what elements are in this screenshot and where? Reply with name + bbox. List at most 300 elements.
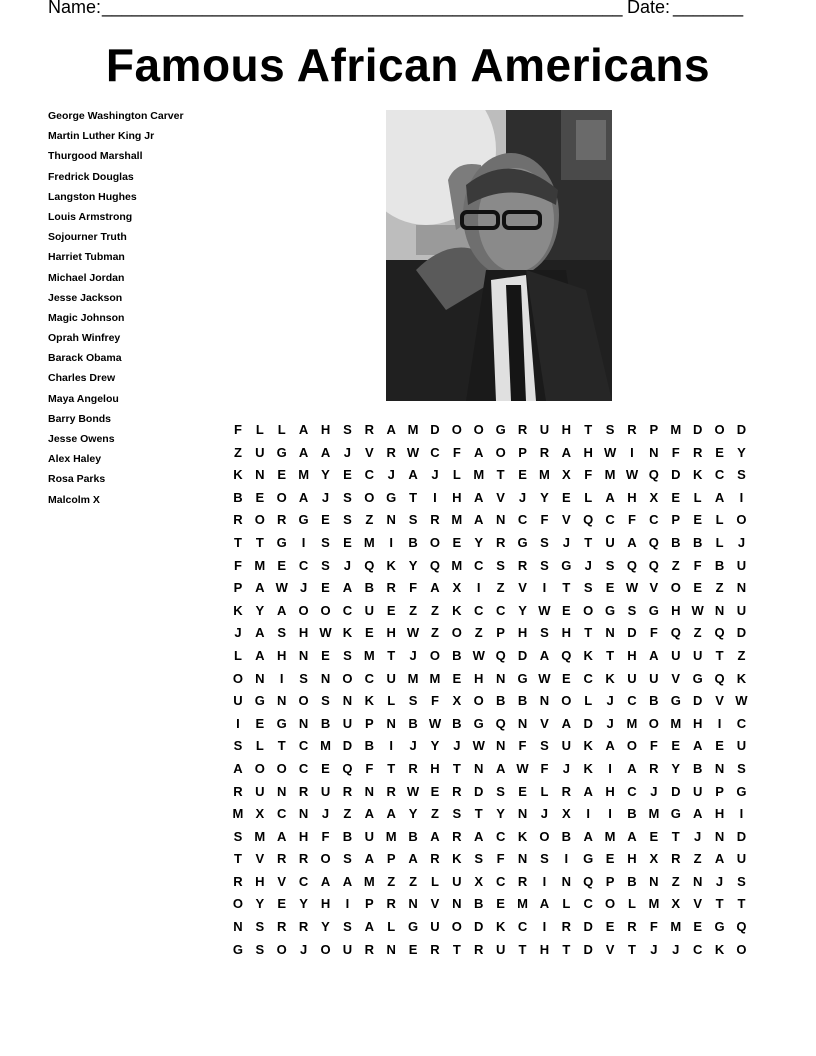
grid-letter[interactable]: K <box>583 738 593 754</box>
grid-letter[interactable]: R <box>233 873 243 889</box>
grid-letter[interactable]: U <box>736 738 747 754</box>
grid-letter[interactable]: J <box>518 489 527 505</box>
grid-letter[interactable]: E <box>671 738 681 754</box>
grid-letter[interactable]: J <box>343 444 352 460</box>
grid-letter[interactable]: D <box>671 467 681 483</box>
grid-letter[interactable]: B <box>714 557 725 573</box>
grid-letter[interactable]: G <box>276 715 287 731</box>
grid-letter[interactable]: M <box>429 670 441 686</box>
grid-letter[interactable]: R <box>561 919 571 935</box>
grid-letter[interactable]: Y <box>430 738 440 754</box>
grid-letter[interactable]: F <box>365 760 374 776</box>
grid-letter[interactable]: T <box>584 422 593 437</box>
grid-letter[interactable]: N <box>386 512 396 528</box>
grid-letter[interactable]: F <box>430 693 439 709</box>
grid-letter[interactable]: P <box>671 512 681 528</box>
grid-letter[interactable]: B <box>233 489 243 505</box>
grid-letter[interactable]: U <box>649 670 659 686</box>
grid-letter[interactable]: N <box>517 806 528 822</box>
grid-letter[interactable]: R <box>342 783 353 799</box>
grid-letter[interactable]: U <box>452 873 462 889</box>
grid-letter[interactable]: S <box>321 534 330 550</box>
grid-letter[interactable]: C <box>495 828 506 844</box>
grid-letter[interactable]: S <box>277 625 287 641</box>
grid-letter[interactable]: I <box>564 851 569 867</box>
grid-letter[interactable]: O <box>364 489 375 505</box>
grid-letter[interactable]: U <box>736 557 747 573</box>
grid-letter[interactable]: L <box>584 693 593 709</box>
grid-letter[interactable]: R <box>298 919 309 935</box>
grid-letter[interactable]: R <box>517 873 528 889</box>
grid-letter[interactable]: S <box>540 851 549 867</box>
grid-letter[interactable]: C <box>342 602 353 618</box>
grid-letter[interactable]: Y <box>737 444 746 460</box>
grid-letter[interactable]: O <box>298 693 309 709</box>
grid-letter[interactable]: M <box>254 828 266 844</box>
grid-letter[interactable]: E <box>518 783 527 799</box>
grid-letter[interactable]: B <box>364 738 374 754</box>
grid-letter[interactable]: B <box>342 828 353 844</box>
grid-letter[interactable]: H <box>320 422 331 437</box>
grid-letter[interactable]: R <box>364 941 374 957</box>
grid-letter[interactable]: C <box>298 738 309 754</box>
grid-letter[interactable]: E <box>343 534 352 550</box>
grid-letter[interactable]: E <box>693 512 702 528</box>
grid-letter[interactable]: E <box>452 670 462 686</box>
grid-letter[interactable]: X <box>561 467 571 483</box>
grid-letter[interactable]: F <box>496 851 505 867</box>
grid-letter[interactable]: M <box>385 828 397 844</box>
grid-letter[interactable]: E <box>255 489 265 505</box>
grid-letter[interactable]: D <box>736 422 747 437</box>
grid-letter[interactable]: W <box>319 625 332 641</box>
grid-letter[interactable]: H <box>255 873 265 889</box>
grid-letter[interactable]: G <box>254 693 265 709</box>
grid-letter[interactable]: Q <box>626 557 638 573</box>
grid-letter[interactable]: S <box>343 919 352 935</box>
grid-letter[interactable]: G <box>736 783 747 799</box>
grid-letter[interactable]: A <box>386 806 396 822</box>
grid-letter[interactable]: L <box>693 489 702 505</box>
grid-letter[interactable]: C <box>364 467 374 483</box>
grid-letter[interactable]: X <box>255 806 265 822</box>
grid-letter[interactable]: A <box>627 828 637 844</box>
grid-letter[interactable]: M <box>363 647 375 663</box>
grid-letter[interactable]: O <box>714 422 725 437</box>
grid-letter[interactable]: N <box>386 715 396 731</box>
grid-letter[interactable]: E <box>277 896 287 912</box>
grid-letter[interactable]: G <box>495 422 506 437</box>
grid-letter[interactable]: N <box>474 760 484 776</box>
grid-letter[interactable]: L <box>540 783 549 799</box>
grid-letter[interactable]: V <box>715 693 724 709</box>
grid-letter[interactable]: I <box>586 806 590 822</box>
grid-letter[interactable]: R <box>386 580 396 596</box>
grid-letter[interactable]: E <box>518 467 527 483</box>
grid-letter[interactable]: C <box>692 941 703 957</box>
grid-letter[interactable]: O <box>254 760 265 776</box>
grid-letter[interactable]: Q <box>495 647 506 663</box>
grid-letter[interactable]: J <box>650 783 658 799</box>
grid-letter[interactable]: O <box>342 670 353 686</box>
grid-letter[interactable]: H <box>583 444 593 460</box>
grid-letter[interactable]: S <box>408 512 418 528</box>
grid-letter[interactable]: U <box>736 602 747 618</box>
grid-letter[interactable]: K <box>233 467 243 483</box>
grid-letter[interactable]: V <box>430 896 440 912</box>
grid-letter[interactable]: J <box>300 580 308 596</box>
grid-letter[interactable]: N <box>298 715 309 731</box>
grid-letter[interactable]: F <box>321 828 330 844</box>
grid-letter[interactable]: S <box>343 647 352 663</box>
grid-letter[interactable]: D <box>692 693 703 709</box>
grid-letter[interactable]: N <box>452 896 462 912</box>
grid-letter[interactable]: W <box>735 693 748 709</box>
grid-letter[interactable]: L <box>452 467 461 483</box>
grid-letter[interactable]: A <box>627 534 637 550</box>
grid-letter[interactable]: I <box>389 534 393 550</box>
grid-letter[interactable]: U <box>605 534 615 550</box>
grid-letter[interactable]: J <box>650 941 658 957</box>
grid-letter[interactable]: A <box>386 422 396 437</box>
grid-letter[interactable]: E <box>715 738 724 754</box>
grid-letter[interactable]: K <box>452 851 462 867</box>
grid-letter[interactable]: U <box>233 693 243 709</box>
grid-letter[interactable]: D <box>474 919 484 935</box>
grid-letter[interactable]: G <box>276 534 287 550</box>
grid-letter[interactable]: K <box>495 919 506 935</box>
grid-letter[interactable]: J <box>234 625 242 641</box>
grid-letter[interactable]: A <box>408 851 418 867</box>
grid-letter[interactable]: W <box>625 467 639 483</box>
grid-letter[interactable]: G <box>692 670 703 686</box>
grid-letter[interactable]: R <box>539 444 550 460</box>
grid-letter[interactable]: F <box>649 738 658 754</box>
grid-letter[interactable]: U <box>692 783 703 799</box>
grid-letter[interactable]: D <box>627 625 637 641</box>
grid-letter[interactable]: G <box>714 919 725 935</box>
grid-letter[interactable]: R <box>517 422 528 437</box>
grid-letter[interactable]: T <box>562 580 571 596</box>
grid-letter[interactable]: M <box>604 828 616 844</box>
grid-letter[interactable]: T <box>452 941 461 957</box>
grid-letter[interactable]: B <box>474 896 484 912</box>
grid-letter[interactable]: T <box>233 851 242 867</box>
grid-letter[interactable]: M <box>670 422 682 437</box>
grid-letter[interactable]: G <box>670 693 681 709</box>
grid-letter[interactable]: D <box>474 783 484 799</box>
grid-letter[interactable]: D <box>583 919 593 935</box>
grid-letter[interactable]: H <box>517 625 528 641</box>
grid-letter[interactable]: I <box>630 444 634 460</box>
grid-letter[interactable]: E <box>277 557 287 573</box>
grid-letter[interactable]: B <box>692 534 703 550</box>
grid-letter[interactable]: P <box>364 715 374 731</box>
grid-letter[interactable]: F <box>671 444 680 460</box>
grid-letter[interactable]: B <box>364 580 374 596</box>
grid-letter[interactable]: B <box>452 715 462 731</box>
grid-letter[interactable]: Z <box>671 557 680 573</box>
grid-letter[interactable]: G <box>386 489 397 505</box>
grid-letter[interactable]: Z <box>233 444 242 460</box>
grid-letter[interactable]: E <box>715 444 724 460</box>
grid-letter[interactable]: T <box>496 467 505 483</box>
grid-letter[interactable]: O <box>626 738 638 754</box>
grid-letter[interactable]: R <box>649 760 659 776</box>
grid-letter[interactable]: M <box>648 896 660 912</box>
grid-letter[interactable]: L <box>387 693 396 709</box>
grid-letter[interactable]: M <box>232 806 244 822</box>
grid-letter[interactable]: D <box>430 422 440 437</box>
grid-letter[interactable]: M <box>407 422 419 437</box>
grid-letter[interactable]: Z <box>715 580 724 596</box>
grid-letter[interactable]: O <box>736 512 747 528</box>
grid-letter[interactable]: H <box>561 625 571 641</box>
grid-letter[interactable]: W <box>603 444 617 460</box>
grid-letter[interactable]: U <box>430 919 440 935</box>
grid-letter[interactable]: F <box>233 422 242 437</box>
grid-letter[interactable]: Q <box>342 760 353 776</box>
grid-letter[interactable]: X <box>452 693 462 709</box>
grid-letter[interactable]: Z <box>387 873 396 889</box>
grid-letter[interactable]: D <box>692 422 703 437</box>
grid-letter[interactable]: O <box>736 941 747 957</box>
grid-letter[interactable]: E <box>430 783 440 799</box>
grid-letter[interactable]: A <box>255 647 265 663</box>
grid-letter[interactable]: H <box>692 715 703 731</box>
grid-letter[interactable]: S <box>233 828 243 844</box>
grid-letter[interactable]: N <box>539 693 550 709</box>
grid-letter[interactable]: D <box>736 625 747 641</box>
grid-letter[interactable]: H <box>714 806 725 822</box>
grid-letter[interactable]: C <box>605 512 615 528</box>
grid-letter[interactable]: A <box>364 806 374 822</box>
grid-letter[interactable]: C <box>430 444 440 460</box>
grid-letter[interactable]: U <box>320 783 331 799</box>
grid-letter[interactable]: E <box>649 828 659 844</box>
grid-letter[interactable]: E <box>496 896 505 912</box>
grid-letter[interactable]: H <box>452 489 462 505</box>
grid-letter[interactable]: N <box>736 580 747 596</box>
grid-letter[interactable]: Y <box>474 534 484 550</box>
grid-letter[interactable]: J <box>453 738 461 754</box>
grid-letter[interactable]: A <box>627 760 637 776</box>
grid-letter[interactable]: U <box>561 738 571 754</box>
grid-letter[interactable]: U <box>364 828 374 844</box>
grid-letter[interactable]: M <box>254 557 266 573</box>
grid-letter[interactable]: S <box>737 467 746 483</box>
grid-letter[interactable]: I <box>608 760 612 776</box>
grid-letter[interactable]: J <box>300 941 308 957</box>
grid-letter[interactable]: T <box>671 828 680 844</box>
grid-letter[interactable]: A <box>474 444 484 460</box>
grid-letter[interactable]: D <box>342 738 353 754</box>
grid-letter[interactable]: T <box>474 806 483 822</box>
grid-letter[interactable]: Q <box>648 467 659 483</box>
grid-letter[interactable]: N <box>320 670 331 686</box>
grid-letter[interactable]: B <box>627 873 637 889</box>
grid-letter[interactable]: N <box>277 693 287 709</box>
grid-letter[interactable]: W <box>275 580 288 596</box>
grid-letter[interactable]: Z <box>409 602 418 618</box>
grid-letter[interactable]: A <box>605 489 615 505</box>
grid-letter[interactable]: Q <box>583 512 594 528</box>
grid-letter[interactable]: M <box>473 467 485 483</box>
grid-letter[interactable]: O <box>451 919 462 935</box>
grid-letter[interactable]: G <box>670 806 681 822</box>
grid-letter[interactable]: U <box>342 715 353 731</box>
grid-letter[interactable]: N <box>561 873 571 889</box>
grid-letter[interactable]: C <box>649 512 659 528</box>
grid-letter[interactable]: N <box>233 919 243 935</box>
grid-letter[interactable]: B <box>320 715 331 731</box>
grid-letter[interactable]: T <box>606 647 615 663</box>
grid-letter[interactable]: R <box>277 919 287 935</box>
grid-letter[interactable]: I <box>542 873 547 889</box>
grid-letter[interactable]: S <box>321 557 330 573</box>
grid-letter[interactable]: J <box>584 557 592 573</box>
grid-letter[interactable]: I <box>739 489 744 505</box>
grid-letter[interactable]: S <box>343 851 352 867</box>
grid-letter[interactable]: Q <box>364 557 375 573</box>
grid-letter[interactable]: B <box>627 806 637 822</box>
grid-letter[interactable]: B <box>649 693 659 709</box>
grid-letter[interactable]: U <box>627 670 637 686</box>
grid-letter[interactable]: A <box>583 828 593 844</box>
grid-letter[interactable]: P <box>386 851 396 867</box>
grid-letter[interactable]: O <box>473 693 484 709</box>
grid-letter[interactable]: E <box>364 625 374 641</box>
grid-letter[interactable]: R <box>452 828 462 844</box>
grid-letter[interactable]: Y <box>321 467 330 483</box>
grid-letter[interactable]: E <box>605 919 615 935</box>
grid-letter[interactable]: U <box>539 422 550 437</box>
grid-letter[interactable]: H <box>277 647 287 663</box>
grid-letter[interactable]: Q <box>714 625 725 641</box>
grid-letter[interactable]: A <box>495 760 506 776</box>
grid-letter[interactable]: A <box>539 896 550 912</box>
grid-letter[interactable]: Y <box>671 760 681 776</box>
grid-letter[interactable]: Q <box>495 715 506 731</box>
grid-letter[interactable]: S <box>452 806 462 822</box>
grid-letter[interactable]: S <box>343 422 352 437</box>
grid-letter[interactable]: O <box>276 489 287 505</box>
grid-letter[interactable]: Y <box>299 896 308 912</box>
grid-letter[interactable]: I <box>476 580 481 596</box>
grid-letter[interactable]: C <box>627 693 637 709</box>
grid-letter[interactable]: I <box>608 806 612 822</box>
grid-letter[interactable]: Q <box>429 557 441 573</box>
grid-letter[interactable]: N <box>342 693 353 709</box>
grid-letter[interactable]: T <box>584 625 593 641</box>
grid-letter[interactable]: L <box>715 512 724 528</box>
grid-letter[interactable]: O <box>539 828 550 844</box>
grid-letter[interactable]: X <box>649 851 659 867</box>
date-field[interactable]: _______ <box>673 0 744 17</box>
grid-letter[interactable]: K <box>517 828 528 844</box>
grid-letter[interactable]: J <box>606 715 614 731</box>
grid-letter[interactable]: M <box>363 873 375 889</box>
grid-letter[interactable]: B <box>408 828 418 844</box>
grid-letter[interactable]: M <box>517 896 528 912</box>
grid-letter[interactable]: E <box>561 602 571 618</box>
grid-letter[interactable]: O <box>276 760 287 776</box>
grid-letter[interactable]: M <box>363 534 375 550</box>
grid-letter[interactable]: R <box>452 783 462 799</box>
grid-letter[interactable]: M <box>407 670 419 686</box>
grid-letter[interactable]: K <box>583 760 593 776</box>
grid-letter[interactable]: W <box>625 580 639 596</box>
grid-letter[interactable]: H <box>605 783 615 799</box>
grid-letter[interactable]: R <box>430 851 440 867</box>
grid-letter[interactable]: J <box>606 693 614 709</box>
grid-letter[interactable]: A <box>605 738 615 754</box>
grid-letter[interactable]: M <box>451 512 463 528</box>
grid-letter[interactable]: C <box>298 557 309 573</box>
grid-letter[interactable]: R <box>517 557 528 573</box>
grid-letter[interactable]: S <box>540 557 549 573</box>
grid-letter[interactable]: T <box>584 534 593 550</box>
grid-letter[interactable]: E <box>277 467 287 483</box>
grid-letter[interactable]: U <box>495 941 506 957</box>
grid-letter[interactable]: T <box>628 941 636 957</box>
grid-letter[interactable]: G <box>648 602 659 618</box>
grid-letter[interactable]: A <box>277 602 287 618</box>
grid-letter[interactable]: M <box>670 715 682 731</box>
grid-letter[interactable]: E <box>561 670 571 686</box>
grid-letter[interactable]: U <box>364 602 374 618</box>
grid-letter[interactable]: E <box>671 489 681 505</box>
grid-letter[interactable]: J <box>540 806 549 822</box>
grid-letter[interactable]: O <box>561 693 572 709</box>
grid-letter[interactable]: K <box>386 557 396 573</box>
grid-letter[interactable]: J <box>672 941 680 957</box>
grid-letter[interactable]: R <box>233 512 243 528</box>
grid-letter[interactable]: O <box>495 444 506 460</box>
grid-letter[interactable]: C <box>495 873 506 889</box>
grid-letter[interactable]: F <box>628 512 636 528</box>
grid-letter[interactable]: Z <box>496 580 505 596</box>
grid-letter[interactable]: A <box>320 873 331 889</box>
grid-letter[interactable]: R <box>692 444 703 460</box>
grid-letter[interactable]: A <box>255 625 265 641</box>
grid-letter[interactable]: Y <box>408 557 418 573</box>
grid-letter[interactable]: V <box>277 873 287 889</box>
grid-letter[interactable]: R <box>233 783 243 799</box>
grid-letter[interactable]: A <box>692 806 703 822</box>
grid-letter[interactable]: C <box>583 896 593 912</box>
grid-letter[interactable]: H <box>298 828 309 844</box>
grid-letter[interactable]: B <box>495 693 506 709</box>
grid-letter[interactable]: A <box>430 580 440 596</box>
grid-letter[interactable]: N <box>277 783 287 799</box>
grid-letter[interactable]: J <box>431 467 439 483</box>
grid-letter[interactable]: A <box>474 828 484 844</box>
grid-letter[interactable]: U <box>342 941 353 957</box>
grid-letter[interactable]: X <box>561 806 571 822</box>
grid-letter[interactable]: Q <box>583 873 594 889</box>
grid-letter[interactable]: N <box>298 647 309 663</box>
grid-letter[interactable]: Z <box>693 625 702 641</box>
grid-letter[interactable]: V <box>496 489 505 505</box>
grid-letter[interactable]: A <box>649 647 659 663</box>
grid-letter[interactable]: O <box>605 896 616 912</box>
grid-letter[interactable]: M <box>538 467 550 483</box>
grid-letter[interactable]: Z <box>430 625 439 641</box>
grid-letter[interactable]: N <box>649 873 659 889</box>
grid-letter[interactable]: M <box>626 715 638 731</box>
grid-letter[interactable]: W <box>538 670 551 686</box>
